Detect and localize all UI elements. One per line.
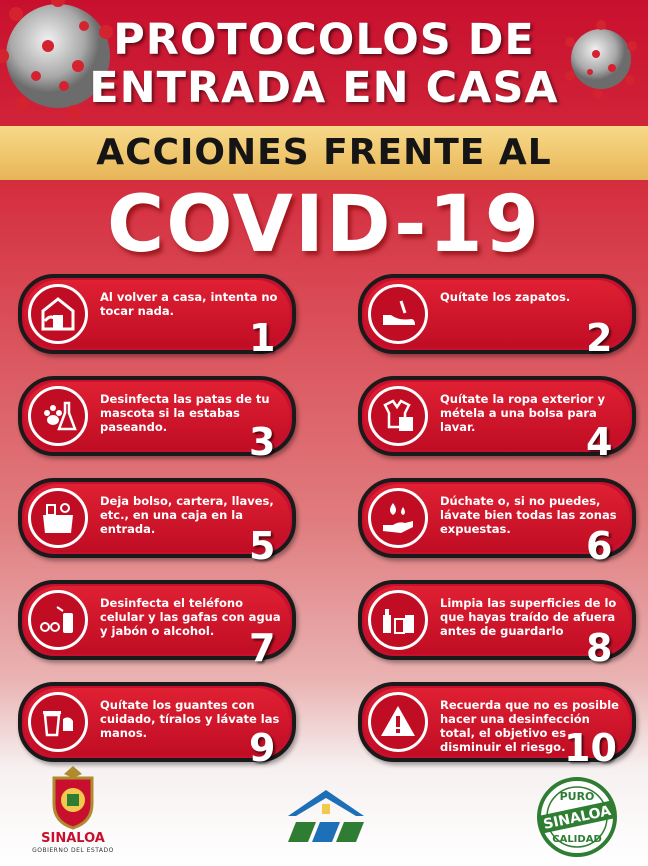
title-line-1: PROTOCOLOS DE [113,15,535,65]
action-number-9: 9 [249,726,276,770]
puro-sinaloa-calidad-seal [536,776,618,858]
action-text-3: Desinfecta las patas de tu mascota si la estabas paseando. [100,392,270,434]
action-text-1: Al volver a casa, intenta no tocar nada. [100,290,278,318]
action-number-8: 8 [586,626,613,670]
action-number-2: 2 [586,316,613,360]
paw-flask-icon [28,386,88,446]
action-text-8: Limpia las superficies de lo que hayas traído de afuera antes de guardarlo [440,596,617,638]
action-number-10: 10 [564,726,617,770]
trash-gloves-icon [28,692,88,752]
headline: COVID-19 [107,180,541,270]
action-text-4: Quítate la ropa exterior y métela a una bolsa para lavar. [440,392,605,434]
action-text-10: Recuerda que no es posible hacer una desinfección total, el objetivo es disminuir el riesgo. [440,698,619,754]
action-number-4: 4 [586,420,613,464]
action-text-7: Desinfecta el teléfono celular y las gafas con agua y jabón o alcohol. [100,596,281,638]
action-text-9: Quítate los guantes con cuidado, tíralos y lávate las manos. [100,698,280,740]
action-text-6: Dúchate o, si no puedes, lávate bien todas las zonas expuestas. [440,494,617,536]
no-touch-house-icon [28,284,88,344]
clothes-bag-icon [368,386,428,446]
subtitle: ACCIONES FRENTE AL [96,132,552,173]
action-number-5: 5 [249,524,276,568]
sinaloa-logo-text: SINALOA [41,831,105,846]
action-number-6: 6 [586,524,613,568]
hand-wash-icon [368,488,428,548]
action-text-5: Deja bolso, cartera, llaves, etc., en una caja en la entrada. [100,494,274,536]
sinaloa-coat-of-arms-logo [46,764,100,830]
phone-glasses-icon [28,590,88,650]
title-line-2: ENTRADA EN CASA [89,63,559,113]
action-number-1: 1 [249,316,276,360]
seal-bottom-text: CALIDAD [552,834,602,845]
action-text-2: Quítate los zapatos. [440,290,571,304]
sinaloa-logo-subtext: GOBIERNO DEL ESTADO [32,847,114,854]
box-items-icon [28,488,88,548]
action-number-7: 7 [249,626,276,670]
spray-bags-icon [368,590,428,650]
health-services-logo [286,786,366,850]
action-number-3: 3 [249,420,276,464]
seal-mid-text: SINALOA [541,803,613,833]
shoe-icon [368,284,428,344]
warning-icon [368,692,428,752]
seal-top-text: PURO [559,790,595,803]
